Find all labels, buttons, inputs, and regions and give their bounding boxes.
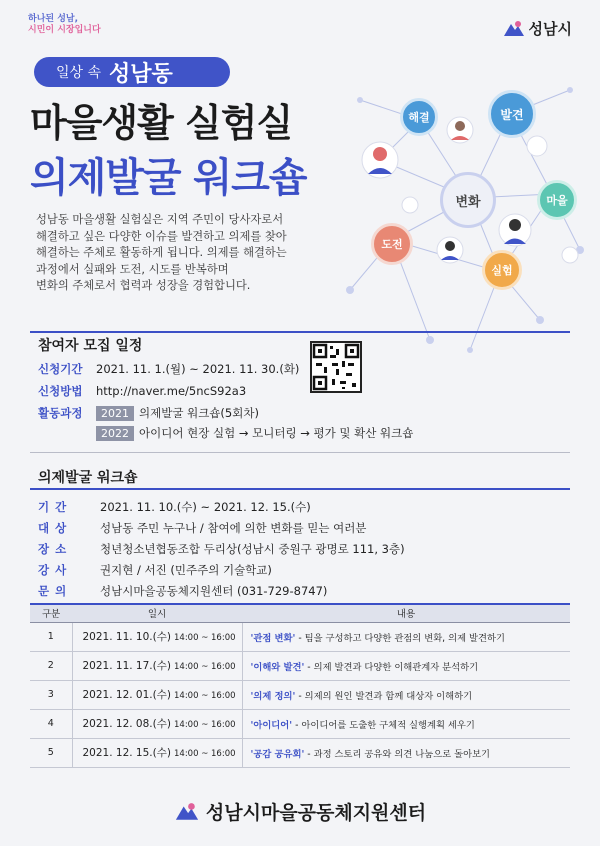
intro-line: 해결하는 주체로 활동하게 됩니다. 의제를 해결하는 bbox=[36, 246, 287, 259]
row-content bbox=[242, 622, 570, 651]
intro-line: 과정에서 실패와 도전, 시도를 반복하며 bbox=[36, 262, 229, 276]
row-desc: - 과정 스토리 공유와 의견 나눔으로 돌아보기 bbox=[304, 748, 491, 760]
row-label: 대 상 bbox=[38, 521, 68, 535]
row-label: 기 간 bbox=[38, 500, 68, 514]
row-date: 2021. 12. 15.(수) bbox=[82, 747, 171, 759]
city-slogan bbox=[28, 14, 101, 36]
row-content bbox=[242, 738, 570, 767]
row-datetime bbox=[72, 709, 242, 738]
process-text: 아이디어 현장 실험 → 모니터링 → 평가 및 확산 워크숍 bbox=[139, 426, 414, 440]
recruit-period-row bbox=[38, 361, 299, 377]
workshop-top-divider bbox=[30, 452, 570, 453]
recruit-method-row bbox=[38, 383, 246, 399]
row-date: 2021. 11. 10.(수) bbox=[82, 631, 171, 643]
header-no: 구분 bbox=[30, 604, 72, 622]
method-label: 신청방법 bbox=[38, 384, 83, 398]
table-row bbox=[30, 622, 570, 651]
row-no: 2 bbox=[30, 651, 72, 680]
row-value: 성남시마을공동체지원센터 (031-729-8747) bbox=[100, 584, 328, 598]
tag-small: 일상 속 bbox=[56, 65, 102, 81]
process-text: 의제발굴 워크숍(5회차) bbox=[139, 406, 259, 420]
recruit-divider bbox=[30, 331, 570, 333]
row-value: 2021. 11. 10.(수) ~ 2021. 12. 15.(수) bbox=[100, 500, 311, 514]
row-no: 1 bbox=[30, 622, 72, 651]
row-desc: - 의제 발견과 다양한 이해관계자 분석하기 bbox=[304, 661, 479, 673]
bubble-solve: 해결 bbox=[400, 98, 438, 136]
table-header-row bbox=[30, 604, 570, 622]
workshop-title: 의제발굴 워크숍 bbox=[38, 470, 138, 486]
row-desc: - 아이디어를 도출한 구체적 실행계획 세우기 bbox=[292, 719, 475, 731]
period-label: 신청기간 bbox=[38, 362, 83, 376]
row-highlight: '이해와 발견' bbox=[250, 661, 305, 673]
intro-text bbox=[36, 212, 366, 295]
intro-line: 성남동 마을생활 실험실은 지역 주민이 당사자로서 bbox=[36, 213, 284, 226]
table-row bbox=[30, 651, 570, 680]
tag-big: 성남동 bbox=[109, 61, 173, 87]
row-highlight: '의제 정의' bbox=[250, 690, 296, 702]
event-tag bbox=[34, 57, 230, 87]
bubble-village: 마을 bbox=[537, 180, 577, 220]
row-date: 2021. 12. 01.(수) bbox=[82, 689, 171, 701]
table-row bbox=[30, 709, 570, 738]
row-highlight: '아이디어' bbox=[250, 719, 293, 731]
row-label: 강 사 bbox=[38, 563, 68, 577]
process-year: 2022 bbox=[96, 426, 134, 441]
row-desc: - 팀을 구성하고 다양한 관점의 변화, 의제 발견하기 bbox=[295, 632, 505, 644]
bubble-experiment: 실험 bbox=[482, 250, 522, 290]
footer-org-name: 성남시마을공동체지원센터 bbox=[205, 802, 427, 824]
slogan-line1: 하나된 성남, bbox=[28, 14, 79, 24]
workshop-row-place bbox=[38, 541, 405, 557]
page-title-line1: 마을생활 실험실 bbox=[30, 101, 293, 145]
schedule-table bbox=[30, 603, 570, 768]
row-no: 3 bbox=[30, 680, 72, 709]
row-time: 14:00 ~ 16:00 bbox=[174, 691, 236, 701]
workshop-row-target bbox=[38, 520, 366, 536]
qr-code[interactable] bbox=[310, 341, 362, 393]
row-date: 2021. 12. 08.(수) bbox=[82, 718, 171, 730]
row-content bbox=[242, 709, 570, 738]
row-time: 14:00 ~ 16:00 bbox=[174, 749, 236, 759]
row-date: 2021. 11. 17.(수) bbox=[82, 660, 171, 672]
row-datetime bbox=[72, 622, 242, 651]
intro-line: 변화의 주체로서 협력과 성장을 경험합니다. bbox=[36, 279, 251, 292]
row-value: 성남동 주민 누구나 / 참여에 의한 변화를 믿는 여러분 bbox=[100, 521, 367, 535]
workshop-row-period bbox=[38, 499, 311, 515]
row-content bbox=[242, 680, 570, 709]
row-datetime bbox=[72, 738, 242, 767]
process-year: 2021 bbox=[96, 406, 134, 421]
row-datetime bbox=[72, 680, 242, 709]
row-highlight: '관점 변화' bbox=[250, 632, 296, 644]
row-no: 4 bbox=[30, 709, 72, 738]
city-emblem-icon bbox=[503, 20, 525, 38]
header-date: 일시 bbox=[72, 604, 242, 622]
row-content bbox=[242, 651, 570, 680]
row-datetime bbox=[72, 651, 242, 680]
city-logo-text: 성남시 bbox=[528, 20, 572, 38]
city-logo bbox=[503, 18, 572, 39]
table-row bbox=[30, 680, 570, 709]
row-time: 14:00 ~ 16:00 bbox=[174, 633, 236, 643]
process-label: 활동과정 bbox=[38, 406, 83, 420]
period-value: 2021. 11. 1.(월) ~ 2021. 11. 30.(화) bbox=[96, 362, 300, 376]
row-value: 권지현 / 서진 (민주주의 기술학교) bbox=[100, 563, 272, 577]
recruit-process-row-2 bbox=[96, 425, 413, 441]
qr-code-icon bbox=[312, 343, 360, 391]
recruit-title: 참여자 모집 일정 bbox=[38, 338, 143, 354]
slogan-line2: 시민이 시장입니다 bbox=[28, 25, 101, 35]
method-link[interactable]: http://naver.me/5ncS92a3 bbox=[96, 384, 247, 398]
row-highlight: '공감 공유회' bbox=[250, 748, 305, 760]
bubble-challenge: 도전 bbox=[371, 223, 413, 265]
row-value: 청년청소년협동조합 두리상(성남시 중원구 광명로 111, 3층) bbox=[100, 542, 405, 556]
page-title-line2: 의제발굴 워크숍 bbox=[30, 155, 307, 201]
workshop-row-contact bbox=[38, 583, 327, 599]
row-label: 문 의 bbox=[38, 584, 68, 598]
table-row bbox=[30, 738, 570, 767]
row-time: 14:00 ~ 16:00 bbox=[174, 720, 236, 730]
recruit-process-row bbox=[38, 405, 259, 421]
row-no: 5 bbox=[30, 738, 72, 767]
bubble-discover: 발견 bbox=[488, 90, 536, 138]
row-time: 14:00 ~ 16:00 bbox=[174, 662, 236, 672]
intro-line: 해결하고 싶은 다양한 이슈를 발견하고 의제를 찾아 bbox=[36, 229, 287, 243]
header-content: 내용 bbox=[242, 604, 570, 622]
bubble-change: 변화 bbox=[440, 172, 496, 228]
row-desc: - 의제의 원인 발견과 함께 대상자 이해하기 bbox=[295, 690, 473, 702]
footer-logo bbox=[0, 798, 600, 825]
row-label: 장 소 bbox=[38, 542, 68, 556]
workshop-divider bbox=[30, 488, 570, 490]
city-emblem-icon bbox=[174, 802, 200, 822]
workshop-row-lecturer bbox=[38, 562, 272, 578]
